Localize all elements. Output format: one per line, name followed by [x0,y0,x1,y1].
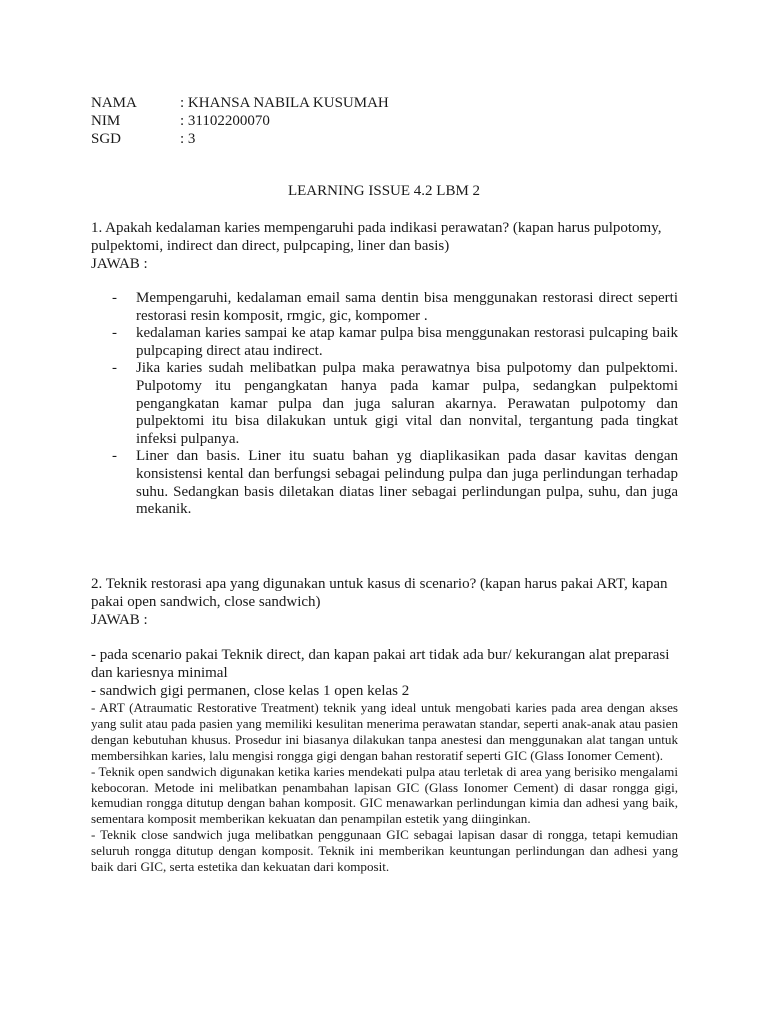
question-2-text: 2. Teknik restorasi apa yang digunakan untuk kasus di scenario? (kapan harus pakai ART, kapan pakai open sandwich, close sandwich) [91,576,668,610]
answer-paragraph: - Teknik open sandwich digunakan ketika karies mendekati pulpa atau terletak di area yang berisiko mengalami kebocoran. Metode ini melibatkan penambahan lapisan GIC (Glass Ionomer Cement) di dasar rongga gigi, kemudian rongga ditutup dengan bahan komposit. GIC menawarkan perlindungan kimia dan adhesi yang baik, sementara komposit memberikan kekuatan dan penampilan estetik yang diinginkan. [91,763,678,827]
bullet-dash: - [112,448,117,465]
list-item [91,325,678,360]
bullet-dash: - [112,290,117,306]
answer-paragraph: - ART (Atraumatic Restorative Treatment) teknik yang ideal untuk mengobati karies pada area dengan akses yang sulit atau pada pasien yang memiliki kesulitan menerima perawatan standar, seperti anak-anak atau pasien dengan kebutuhan khusus. Prosedur ini biasanya dilakukan tanpa anestesi dan menggunakan alat tangan untuk membersihkan karies, lalu mengisi rongga gigi dengan bahan restoratif seperti GIC (Glass Ionomer Cement). [91,700,678,763]
answer-paragraph: - Teknik close sandwich juga melibatkan penggunaan GIC sebagai lapisan dasar di rongga, tetapi kemudian seluruh rongga ditutup dengan komposit. Teknik ini memberikan keuntungan perlindungan dan adhesi yang baik dari GIC, serta estetika dan kekuatan dari komposit. [91,827,678,875]
question-2-answer-label: JAWAB : [91,612,148,628]
nim-label: NIM [91,113,121,129]
sgd-label: SGD [91,131,122,147]
answer-line: - sandwich gigi permanen, close kelas 1 open kelas 2 [91,683,410,699]
list-item-text: Liner dan basis. Liner itu suatu bahan yg diaplikasikan pada dasar kavitas dengan konsistensi kental dan berfungsi sebagai pelindung pulpa dan juga perlindungan terhadap suhu. Sedangkan basis diletakan diatas liner sebagai perlindungan pulpa, suhu, dan juga mekanik. [136,448,678,518]
list-item-text: Jika karies sudah melibatkan pulpa maka perawatnya bisa pulpotomy dan pulpektomi. Pulpotomy itu pengangkatan hanya pada kamar pulpa, sedangkan pulpektomi pengangkatan kamar pulpa dan juga saluran akarnya. Perawatan pulpotomy dan pulpektomi itu bisa dilakukan untuk gigi vital dan nonvital, tergantung pada tingkat infeksi pulpanya. [136,360,678,447]
name-value: : KHANSA NABILA KUSUMAH [180,95,389,111]
list-item [91,448,678,518]
bullet-dash: - [112,360,117,377]
answer-line: - pada scenario pakai Teknik direct, dan kapan pakai art tidak ada bur/ kekurangan alat preparasi dan kariesnya minimal [91,647,670,681]
question-1-answer-list [91,290,678,519]
nim-row [91,112,389,130]
list-item-text: Mempengaruhi, kedalaman email sama dentin bisa menggunakan restorasi direct seperti restorasi resin komposit, rmgic, gic, kompomer . [136,290,678,324]
question-2-answers [91,646,678,875]
bullet-dash: - [112,325,117,342]
question-1-text: 1. Apakah kedalaman karies mempengaruhi pada indikasi perawatan? (kapan harus pulpotomy, pulpektomi, indirect dan direct, pulpcaping, liner dan basis) [91,220,662,254]
list-item-text: kedalaman karies sampai ke atap kamar pulpa bisa menggunakan restorasi pulcaping baik pulpcaping direct atau indirect. [136,325,678,359]
question-2 [91,575,677,629]
name-row [91,94,389,112]
list-item [91,290,678,325]
identity-block [91,94,389,148]
sgd-value: : 3 [180,131,196,147]
question-1 [91,219,677,273]
list-item [91,360,678,448]
name-label: NAMA [91,95,137,111]
sgd-row [91,130,389,148]
document-title: LEARNING ISSUE 4.2 LBM 2 [287,183,481,199]
question-1-answer-label: JAWAB : [91,256,148,272]
nim-value: : 31102200070 [180,113,270,129]
